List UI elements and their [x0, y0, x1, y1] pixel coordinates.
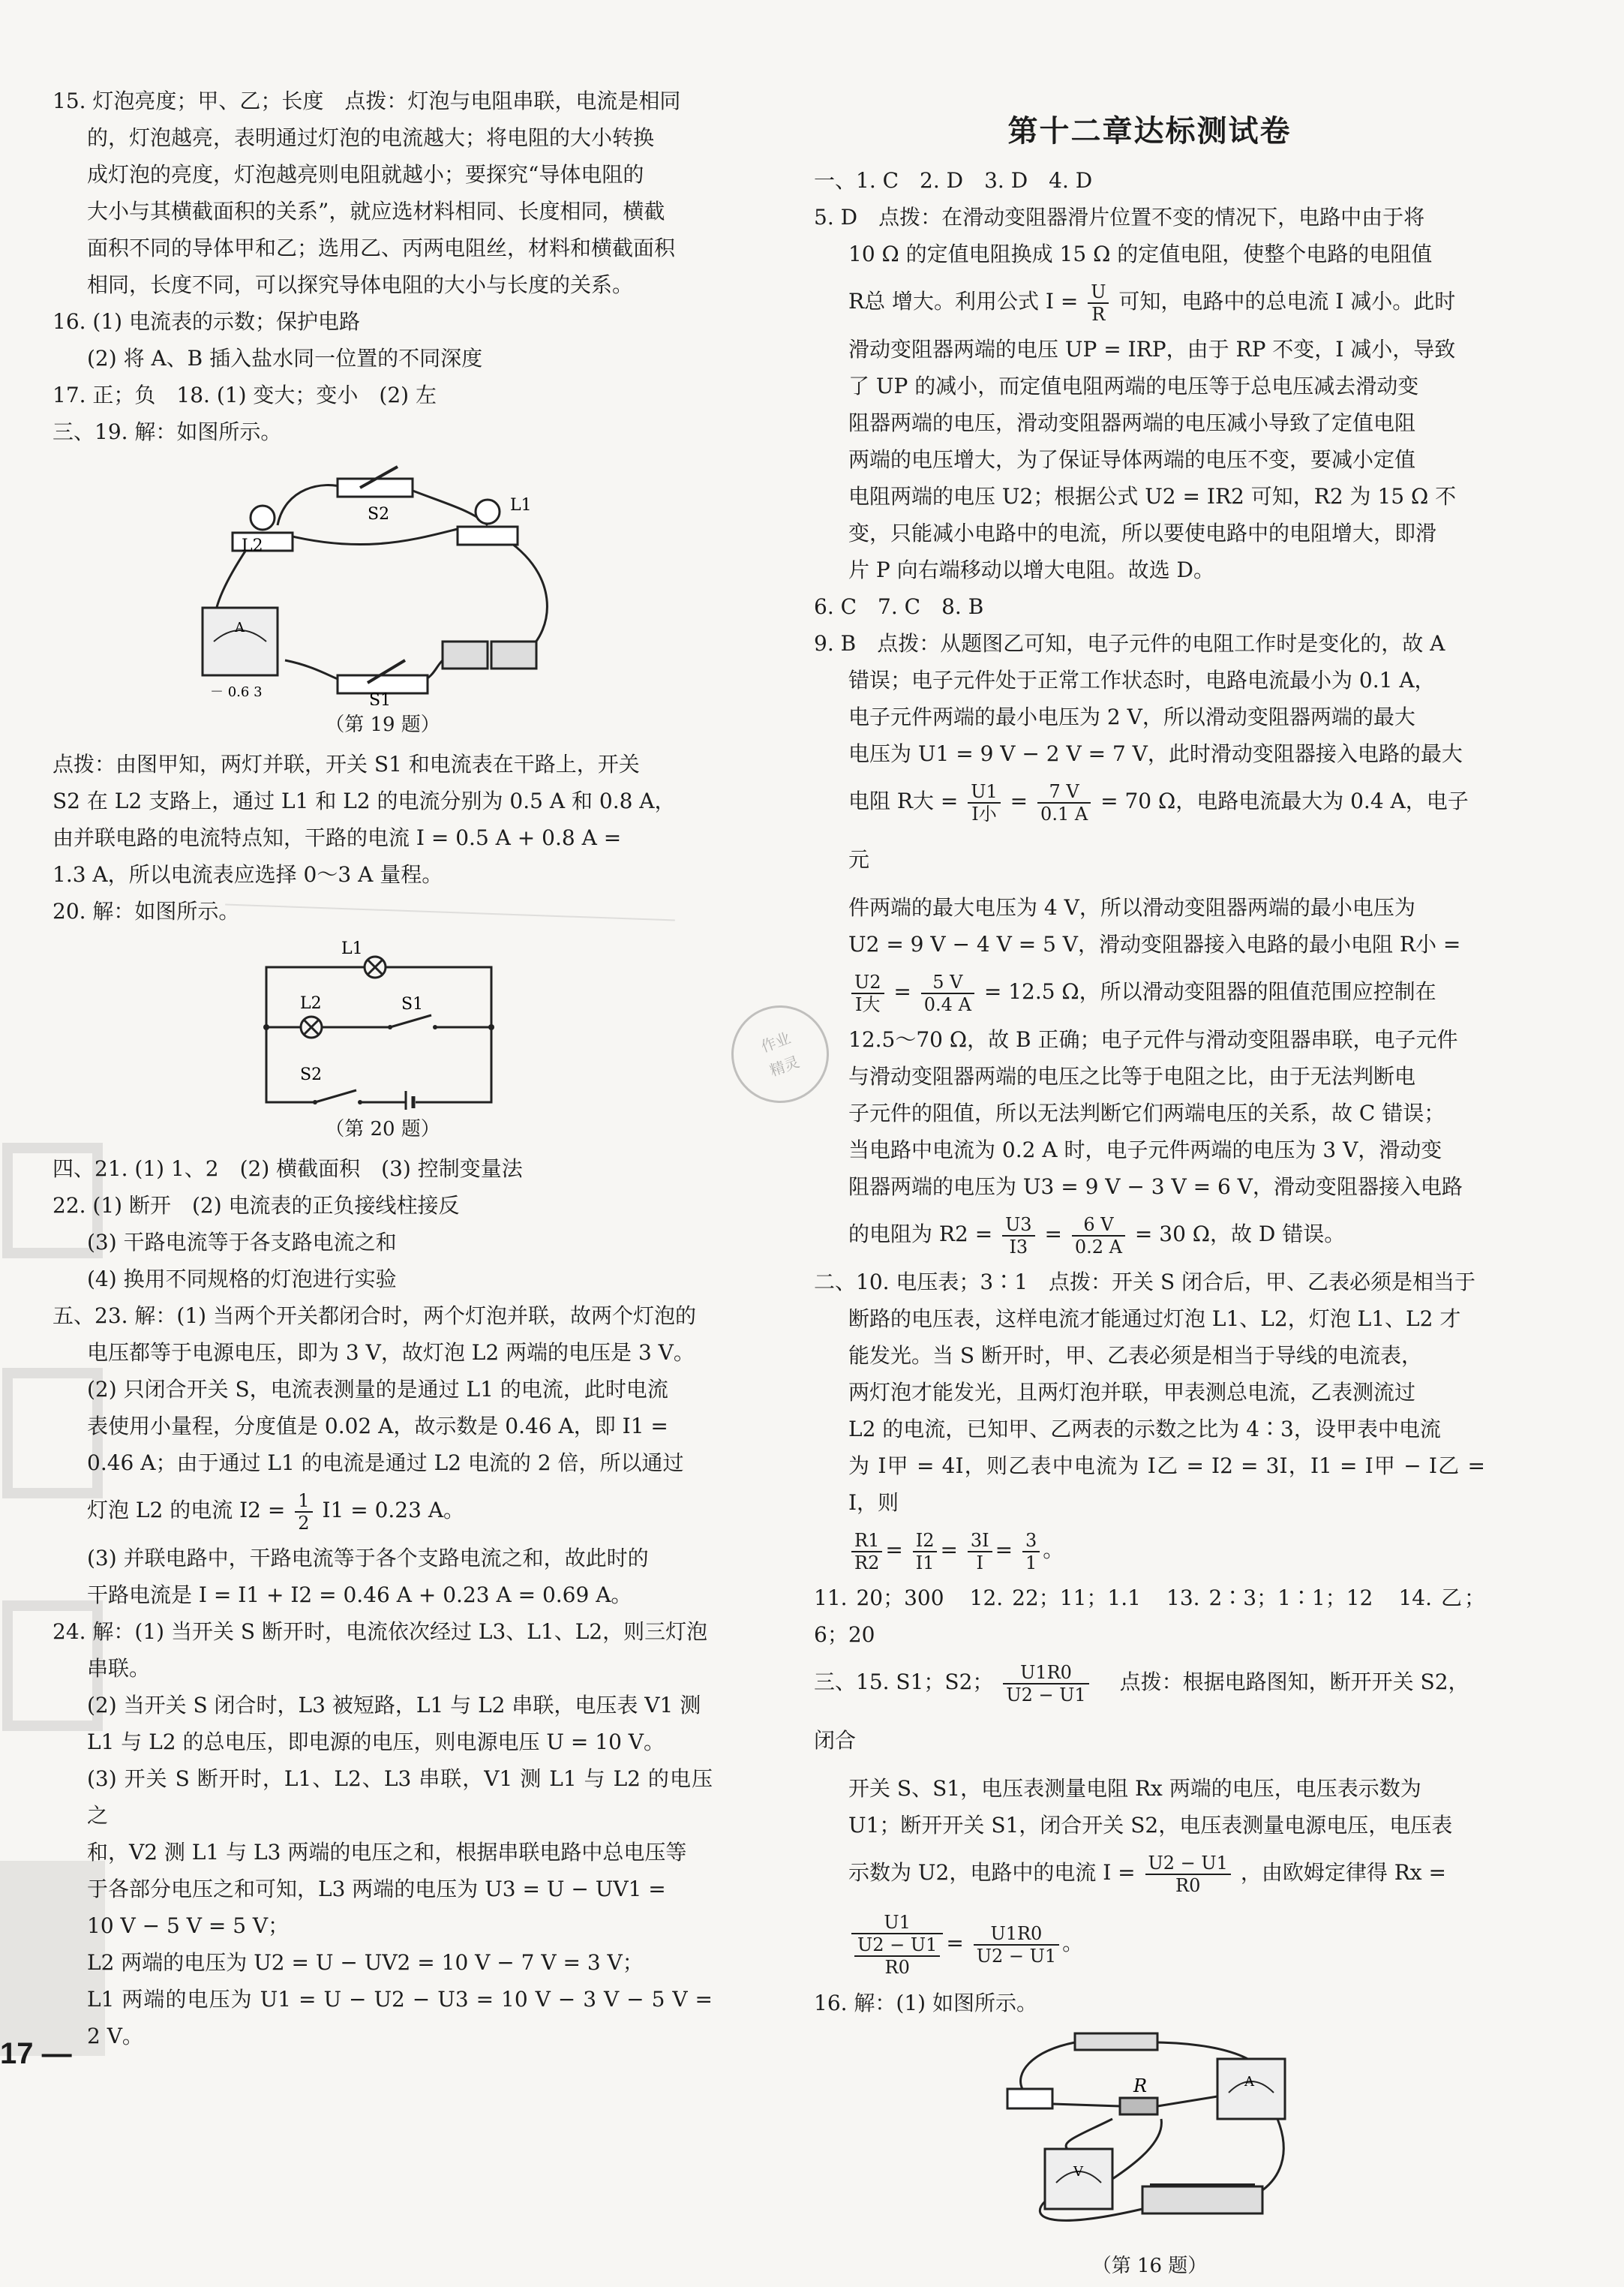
answer-10	[814, 1264, 1485, 1579]
text-line: 22. (1) 断开 (2) 电流表的正负接线柱接反	[53, 1193, 460, 1218]
text-line: 电压为 U1 = 9 V − 2 V = 7 V，此时滑动变阻器接入电路的最大	[848, 741, 1463, 766]
text-line: 两端的电压增大，为了保证导体两端的电压不变，要减小定值	[848, 447, 1416, 472]
formula-text: R总 增大。利用公式 I =	[848, 289, 1079, 314]
formula-text: 。	[1062, 1931, 1084, 1955]
formula-line	[814, 963, 1485, 1021]
answer-15	[814, 1653, 1485, 1985]
formula-line	[814, 1844, 1485, 1902]
answer-17-18: 17. 正；负 18. (1) 变大；变小 (2) 左	[53, 383, 437, 407]
text-line: L1 两端的电压为 U1 = U − U2 − U3 = 10 V − 3 V − 5 V = 2 V。	[87, 1987, 713, 2048]
answer-24	[53, 1613, 713, 2054]
answer-9	[814, 625, 1485, 1264]
numerator: R1	[851, 1530, 882, 1552]
numerator: U	[1088, 281, 1109, 304]
numerator: U1R0	[1003, 1662, 1088, 1684]
text-line: 于各部分电压之和可知，L3 两端的电压为 U3 = U − UV1 =	[87, 1877, 666, 1901]
formula-line	[814, 1205, 1485, 1264]
numerator: U1	[968, 781, 1001, 804]
formula-text: 电阻 R大 =	[848, 789, 959, 813]
formula-text: 三、15. S1；S2；	[814, 1669, 994, 1694]
denominator: 0.2 A	[1074, 1236, 1122, 1258]
text-line: S2 在 L2 支路上，通过 L1 和 L2 的电流分别为 0.5 A 和 0.8 A，	[53, 789, 676, 813]
text-line: 表使用小量程，分度值是 0.02 A，故示数是 0.46 A，即 I1 =	[87, 1414, 668, 1438]
circuit-19-drawing	[173, 458, 593, 705]
text-line: U2 = 9 V − 4 V = 5 V，滑动变阻器接入电路的最小电阻 R小 =	[848, 932, 1461, 957]
numerator: U3	[1002, 1214, 1035, 1237]
figure-16-circuit	[1000, 2029, 1300, 2246]
answer-16: 16. 解：(1) 如图所示。	[814, 1991, 1037, 2015]
fraction	[851, 972, 884, 1015]
formula-line: $\frac{U1}{\frac{U2 - U1}{R0}}$ = $\frac{U1R0}{U2 - U1}$ 。	[814, 1902, 1485, 1985]
text-line: 5. D 点拨：在滑动变阻器滑片位置不变的情况下，电路中由于将	[814, 205, 1425, 230]
text-line: (3) 并联电路中，干路电流等于各个支路电流之和，故此时的	[87, 1546, 649, 1570]
fraction	[854, 1934, 940, 1978]
formula-text: = 70 Ω，电路电流最大为 0.4 A，电子元	[848, 789, 1469, 872]
formula-text: = 30 Ω，故 D 错误。	[1134, 1222, 1346, 1246]
text-line: 10 Ω 的定值电阻换成 15 Ω 的定值电阻，使整个电路的电阻值	[848, 242, 1433, 266]
text-line: (2) 当开关 S 闭合时，L3 被短路，L1 与 L2 串联，电压表 V1 测	[87, 1693, 701, 1718]
fraction	[968, 1530, 992, 1573]
answer-20: 20. 解：如图所示。	[53, 899, 240, 924]
caption-19: （第 19 题）	[325, 714, 440, 736]
label-s1: S1	[369, 691, 392, 705]
text-line: 两灯泡才能发光，且两灯泡并联，甲表测总电流，乙表测流过	[848, 1380, 1416, 1405]
text-line: L1 与 L2 的总电压，即电源的电压，则电源电压 U = 10 V。	[87, 1730, 665, 1754]
text-line: 串联。	[87, 1656, 151, 1681]
text-line: 变，只能减小电路中的电流，所以要使电路中的电阻增大，即滑	[848, 521, 1437, 545]
label-l1: L1	[341, 939, 363, 958]
denominator: U2 − U1	[1006, 1684, 1086, 1705]
text-line: 和，V2 测 L1 与 L3 两端的电压之和，根据串联电路中总电压等	[87, 1840, 687, 1865]
text-line: U1；断开开关 S1，闭合开关 S2，电压表测量电源电压，电压表	[848, 1813, 1453, 1838]
text-line: 15. 灯泡亮度；甲、乙；长度 点拨：灯泡与电阻串联，电流是相同	[53, 89, 681, 113]
text-line: 件两端的最大电压为 4 V，所以滑动变阻器两端的最小电压为	[848, 895, 1415, 920]
numerator: 1	[295, 1490, 312, 1513]
text-line: 滑动变阻器两端的电压 UP = IRP，由于 RP 不变，I 减小，导致	[848, 337, 1456, 362]
formula-text: 灯泡 L2 的电流 I2 =	[87, 1498, 286, 1522]
denominator	[851, 1934, 943, 1978]
fraction	[1145, 1853, 1231, 1896]
voltmeter-label: V	[1073, 2164, 1083, 2180]
numerator: U1	[851, 1912, 943, 1934]
text-line: (3) 开关 S 断开时，L1、L2、L3 串联，V1 测 L1 与 L2 的电压之	[87, 1766, 713, 1828]
formula-line	[814, 272, 1485, 331]
numerator: 7 V	[1037, 781, 1091, 804]
ammeter-label: A	[235, 620, 245, 636]
label-s2: S2	[368, 505, 390, 524]
text-line: 9. B 点拨：从题图乙可知，电子元件的电阻工作时是变化的，故 A	[814, 631, 1445, 656]
text-line: 阻器两端的电压为 U3 = 9 V − 3 V = 6 V，滑动变阻器接入电路	[848, 1174, 1463, 1199]
right-column	[814, 90, 1485, 2287]
text-line: 干路电流是 I = I1 + I2 = 0.46 A + 0.23 A = 0.69 A。	[87, 1582, 632, 1607]
denominator: 0.4 A	[923, 993, 971, 1015]
answer-11-14: 11. 20；300 12. 22；11；1.1 13. 2∶3；1∶1；12 14. 乙；6；20	[814, 1585, 1485, 1647]
fraction	[295, 1490, 312, 1534]
formula-text: I1 = 0.23 A。	[322, 1498, 465, 1522]
text-line: 的，灯泡越亮，表明通过灯泡的电流越大；将电阻的大小转换	[87, 125, 655, 150]
fraction	[968, 781, 1001, 825]
formula-text: 可知，电路中的总电流 I 减小。此时	[1118, 289, 1456, 314]
fraction	[1088, 281, 1109, 325]
denominator: 2	[298, 1512, 310, 1534]
figure-19-circuit	[173, 458, 593, 705]
numerator: 3	[1022, 1530, 1040, 1552]
text-line: (2) 只闭合开关 S，电流表测量的是通过 L1 的电流，此时电流	[87, 1377, 668, 1402]
denominator: U2 − U1	[976, 1945, 1057, 1967]
fraction	[851, 1530, 882, 1573]
answer-19: 三、19. 解：如图所示。	[53, 419, 282, 444]
text-line: 12.5～70 Ω，故 B 正确；电子元件与滑动变阻器串联，电子元件	[848, 1027, 1458, 1052]
text-line: 能发光。当 S 断开时，甲、乙表必须是相当于导线的电流表，	[848, 1343, 1422, 1368]
numerator: 3I	[968, 1530, 992, 1552]
label-r: R	[1133, 2075, 1147, 2096]
denominator: I3	[1009, 1236, 1028, 1258]
circuit-20-drawing	[259, 937, 506, 1110]
formula-line	[53, 1481, 713, 1540]
denominator: 0.1 A	[1040, 803, 1088, 825]
denominator: R	[1091, 303, 1106, 325]
text-line: 点拨：由图甲知，两灯并联，开关 S1 和电流表在干路上，开关	[53, 752, 640, 777]
text-line: 片 P 向右端移动以增大电阻。故选 D。	[848, 557, 1214, 582]
denominator: R0	[1175, 1874, 1201, 1896]
label-s2: S2	[300, 1065, 323, 1084]
text-line: 1.3 A，所以电流表应选择 0～3 A 量程。	[53, 862, 443, 887]
figure-20-circuit	[259, 937, 506, 1110]
text-line: 24. 解：(1) 当开关 S 断开时，电流依次经过 L3、L1、L2，则三灯泡	[53, 1619, 708, 1644]
text-line: 二、10. 电压表；3∶1 点拨：开关 S 闭合后，甲、乙表必须是相当于	[814, 1270, 1476, 1294]
caption-20: （第 20 题）	[325, 1118, 440, 1140]
text-line: 开关 S、S1，电压表测量电阻 Rx 两端的电压，电压表示数为	[848, 1776, 1421, 1801]
text-line: 了 UP 的减小，而定值电阻两端的电压等于总电压减去滑动变	[848, 374, 1419, 398]
text-line: 与滑动变阻器两端的电压之比等于电阻之比，由于无法判断电	[848, 1064, 1416, 1089]
numerator: 6 V	[1072, 1214, 1125, 1237]
text-line: 0.46 A；由于通过 L1 的电流是通过 L2 电流的 2 倍，所以通过	[87, 1450, 684, 1475]
denominator: I大	[855, 993, 881, 1015]
text-line: L2 两端的电压为 U2 = U − UV2 = 10 V − 7 V = 3 V；	[87, 1950, 644, 1975]
text-line: 由并联电路的电流特点知，干路的电流 I = 0.5 A + 0.8 A =	[53, 825, 622, 850]
denominator: I小	[971, 803, 997, 825]
text-line: 五、23. 解：(1) 当两个开关都闭合时，两个灯泡并联，故两个灯泡的	[53, 1303, 696, 1328]
answer-23	[53, 1297, 713, 1613]
answer-15	[53, 83, 713, 303]
fraction	[1037, 781, 1091, 825]
fraction	[1072, 1214, 1125, 1258]
ammeter-label: A	[1244, 2074, 1254, 2090]
formula-text: ，由欧姆定律得 Rx =	[1240, 1860, 1446, 1885]
fraction	[974, 1923, 1059, 1967]
text-line: 面积不同的导体甲和乙；选用乙、丙两电阻丝，材料和横截面积	[87, 236, 676, 260]
formula-line	[814, 1653, 1485, 1770]
text-line: 相同，长度不同，可以探究导体电阻的大小与长度的关系。	[87, 272, 634, 297]
answer-16-part1: 16. (1) 电流表的示数；保护电路	[53, 309, 360, 334]
fraction	[1003, 1662, 1088, 1705]
denominator: 1	[1025, 1552, 1037, 1573]
formula-text: 示数为 U2，电路中的电流 I =	[848, 1860, 1136, 1885]
formula-text: =	[1010, 789, 1028, 813]
answer-6-8: 6. C 7. C 8. B	[814, 594, 984, 619]
text-line: 当电路中电流为 0.2 A 时，电子元件两端的电压为 3 V，滑动变	[848, 1137, 1442, 1162]
answer-5	[814, 199, 1485, 588]
denominator: I	[976, 1552, 983, 1573]
label-l1: L1	[510, 496, 532, 515]
chapter-title: 第十二章达标测试卷	[1007, 114, 1292, 149]
text-line: 电压都等于电源电压，即为 3 V，故灯泡 L2 两端的电压是 3 V。	[87, 1340, 695, 1365]
formula-line	[814, 772, 1485, 889]
answer-21: 四、21. (1) 1、2 (2) 横截面积 (3) 控制变量法	[53, 1156, 523, 1181]
text-line: 错误；电子元件处于正常工作状态时，电路电流最小为 0.1 A，	[848, 668, 1436, 693]
numerator: 5 V	[921, 972, 974, 994]
caption-16: （第 16 题）	[1091, 2255, 1208, 2277]
fraction	[913, 1530, 938, 1573]
compound-fraction	[851, 1912, 943, 1978]
circuit-16-drawing	[1000, 2029, 1300, 2246]
text-line: 断路的电压表，这样电流才能通过灯泡 L1、L2，灯泡 L1、L2 才	[848, 1306, 1461, 1331]
denominator: I1	[915, 1552, 935, 1573]
ammeter-scale: － 0.6 3	[210, 684, 263, 700]
text-line: 成灯泡的亮度，灯泡越亮则电阻就越小；要探究“导体电阻的	[87, 162, 644, 187]
numerator: U2 − U1	[1145, 1853, 1231, 1875]
numerator: I2	[913, 1530, 938, 1552]
label-l2: L2	[242, 536, 263, 555]
fraction	[921, 972, 974, 1015]
text-line: 大小与其横截面积的关系”，就应选材料相同、长度相同，横截	[87, 199, 665, 224]
text-line: 子元件的阻值，所以无法判断它们两端电压的关系，故 C 错误；	[848, 1101, 1445, 1125]
text-line: 10 V − 5 V = 5 V；	[87, 1913, 290, 1938]
formula-text: 。	[1043, 1537, 1064, 1562]
numerator: U1R0	[974, 1923, 1059, 1946]
formula-line: $\frac{R1}{R2}$ = $\frac{I2}{I1}$ = $\frac{3I}{I}$ = $\frac{3}{1}$ 。	[814, 1521, 1485, 1579]
text-line: 电阻两端的电压 U2；根据公式 U2 = IR2 可知，R2 为 15 Ω 不	[848, 484, 1457, 509]
label-l2: L2	[300, 994, 322, 1013]
formula-text: =	[1044, 1222, 1062, 1246]
page-number: 17 —	[0, 2037, 72, 2070]
formula-text: =	[893, 979, 911, 1004]
seal-stamp: 作业 精灵	[718, 992, 843, 1117]
answer-16-part2: (2) 将 A、B 插入盐水同一位置的不同深度	[87, 346, 483, 371]
text-line: (4) 换用不同规格的灯泡进行实验	[87, 1267, 397, 1291]
text-line: 为 I甲 = 4I，则乙表中电流为 I乙 = I2 = 3I，I1 = I甲 − I乙 = I，则	[848, 1453, 1485, 1515]
fraction	[1002, 1214, 1035, 1258]
left-column	[53, 83, 713, 2054]
tip-19	[53, 746, 713, 893]
fraction	[1022, 1530, 1040, 1573]
label-s1: S1	[401, 995, 424, 1014]
formula-text: = 12.5 Ω，所以滑动变阻器的阻值范围应控制在	[983, 979, 1436, 1004]
numerator: U2	[851, 972, 884, 994]
denominator: R2	[854, 1552, 880, 1573]
answer-22	[53, 1187, 713, 1297]
answer-1-4: 一、1. C 2. D 3. D 4. D	[814, 168, 1093, 193]
denominator: R0	[884, 1956, 910, 1978]
numerator: U2 − U1	[854, 1934, 940, 1957]
formula-text: 的电阻为 R2 =	[848, 1222, 993, 1246]
text-line: 电子元件两端的最小电压为 2 V，所以滑动变阻器两端的最大	[848, 705, 1415, 729]
text-line: L2 的电流，已知甲、乙两表的示数之比为 4∶3，设甲表中电流	[848, 1417, 1441, 1441]
formula-text: 点拨：根据电路图知，断开开关 S2，闭合	[814, 1669, 1469, 1753]
text-line: (3) 干路电流等于各支路电流之和	[87, 1230, 397, 1255]
text-line: 阻器两端的电压，滑动变阻器两端的电压减小导致了定值电阻	[848, 410, 1416, 435]
